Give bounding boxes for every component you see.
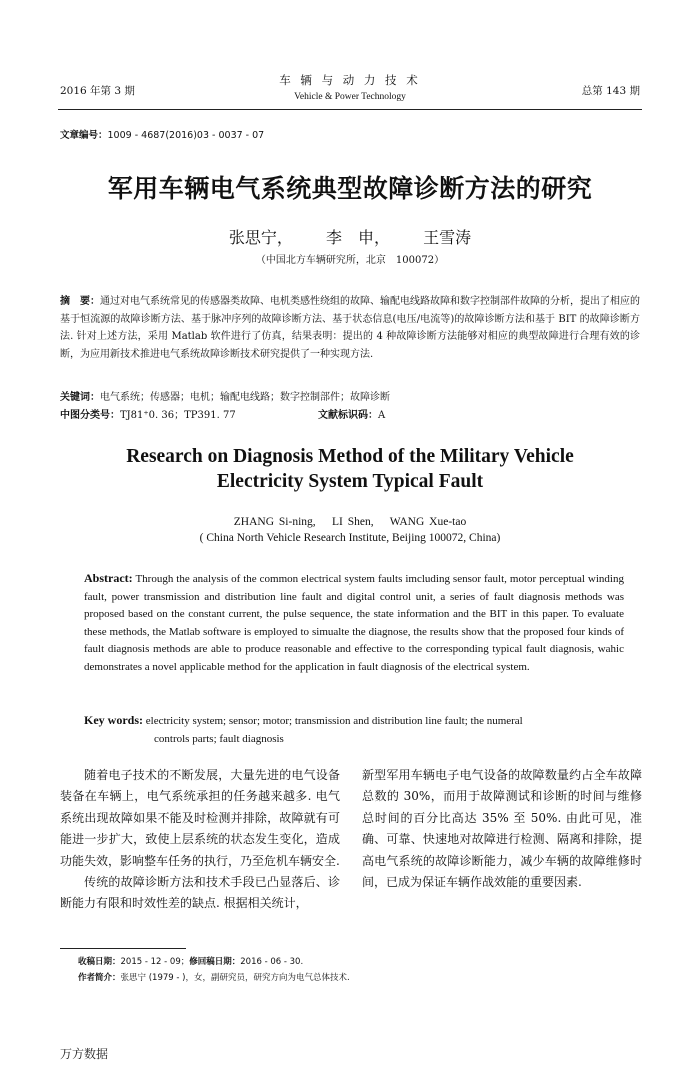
title-en-line: Research on Diagnosis Method of the Military Vehicle [126,446,574,467]
abstract-cn-label: 摘 要： [60,296,100,307]
author-cn: 张思宁， [228,228,293,247]
keywords-en-line1: electricity system; sensor; motor; transmission and distribution line fault; the numeral [145,715,523,727]
authors-en: ZHANG Si-ning, LI Shen, WANG Xue-tao [233,516,467,528]
classification-value: TJ81⁺0. 36；TP391. 77 [120,410,236,421]
keywords-cn-text: 电气系统；传感器；电机；输配电线路；数字控制部件；故障诊断 [100,392,390,403]
body-column-right [362,765,642,893]
keywords-en-line2: controls parts; fault diagnosis [154,732,284,745]
article-number-value: 1009 - 4687(2016)03 - 0037 - 07 [107,130,265,141]
document-code [318,406,385,421]
document-code-label: 文献标识码： [318,410,378,421]
footnote-author [78,971,350,983]
abstract-en-text: Through the analysis of the common electrical system faults imcluding sensor fault, motor perceptual winding fault, power transmission and distribution line fault and digital control unit, a series of fault diagnosis methods was proposed based on the constant current, the pulse sequence, the state information and the BIT in this paper. To evaluate these methods, the Matlab software is employed to simualte the diagnose, the results show that the proposed four kinds of fault diagnosis methods are able to produce reasonable and effective to the corresponding typical fault diagnosis, wahic demonstrates a novel applicable method for the application in fault diagnosis of the electrical system. [84,573,624,673]
author-intro-label: 作者简介： [78,973,121,983]
revised-label: 修回稿日期： [189,957,241,967]
article-number-label: 文章编号： [60,130,108,141]
abstract-cn [60,293,640,363]
title-en-line: Electricity System Typical Fault [216,471,484,492]
affiliation-cn: （中国北方车辆研究所，北京 100072） [255,255,445,266]
affiliation-en: ( China North Vehicle Research Institute, Beijing 100072, China) [199,532,501,544]
abstract-en [84,570,624,677]
abstract-cn-text: 通过对电气系统常见的传感器类故障、电机类感性绕组的故障、输配电线路故障和数字控制部件故障的分析，提出了相应的基于恒流源的故障诊断方法、基于脉冲序列的故障诊断方法、基于状态信息(电压/电流等)的故障诊断方法和基于 BIT 的故障诊断方法. 针对上述方法，采用 Matlab 软件进行了仿真，结果表明：提出的 4 种故障诊断方法能够对相应的典型故障进行合理有效的诊断，为应用新技术推进电气系统故障诊断技术研究提供了一种实现方法. [60,296,640,360]
journal-name-en: Vehicle & Power Technology [294,92,406,102]
header-rule [58,109,642,110]
watermark: 万方数据 [60,1047,109,1061]
keywords-en [84,712,624,748]
total-issue-label: 总第 143 期 [581,85,640,97]
authors-cn [0,225,700,248]
title-cn: 军用车辆电气系统典型故障诊断方法的研究 [107,174,593,203]
author-cn: 李 申， [325,228,390,247]
abstract-en-label: Abstract: [84,571,133,585]
author-cn: 王雪涛 [423,228,472,247]
footnote-dates [78,955,303,967]
document-code-value: A [378,410,386,421]
article-number [60,127,264,141]
title-en [0,444,700,494]
journal-name-cn: 车 辆 与 动 力 技 术 [279,73,421,87]
issue-label: 2016 年第 3 期 [60,85,135,97]
body-paragraph: 新型军用车辆电子电气设备的故障数量约占全车故障总数的 30%，而用于故障测试和诊断的时间与维修总时间的百分比高达 35% 至 50%. 由此可见，准确、可靠、快速地对故障进行检测、隔离和排除，提高电气系统的故障诊断能力，减少车辆的故障维修时间，已成为保证车辆作战效能的重要因素. [362,768,642,890]
classification-cn [60,406,640,421]
author-intro-text: 张思宁 (1979 - )，女，副研究员，研究方向为电气总体技术. [120,973,350,983]
classification-label: 中图分类号： [60,410,120,421]
body-column-left [60,765,340,915]
body-paragraph: 传统的故障诊断方法和技术手段已凸显落后、诊断能力有限和时效性差的缺点. 根据相关统计， [60,875,340,911]
received-date: 2015 - 12 - 09； [120,957,190,967]
footnote-rule [60,948,186,949]
keywords-cn-label: 关键词： [60,392,100,403]
keywords-en-label: Key words: [84,713,143,727]
received-label: 收稿日期： [78,957,121,967]
body-paragraph: 随着电子技术的不断发展，大量先进的电气设备装备在车辆上，电气系统承担的任务越来越多. 电气系统出现故障如果不能及时检测并排除，故障就有可能进一步扩大，致使上层系统的状态发生变化，造成功能失效，影响整车任务的执行，乃至危机车辆安全. [60,768,340,868]
keywords-cn [60,388,390,403]
revised-date: 2016 - 06 - 30. [240,957,304,967]
